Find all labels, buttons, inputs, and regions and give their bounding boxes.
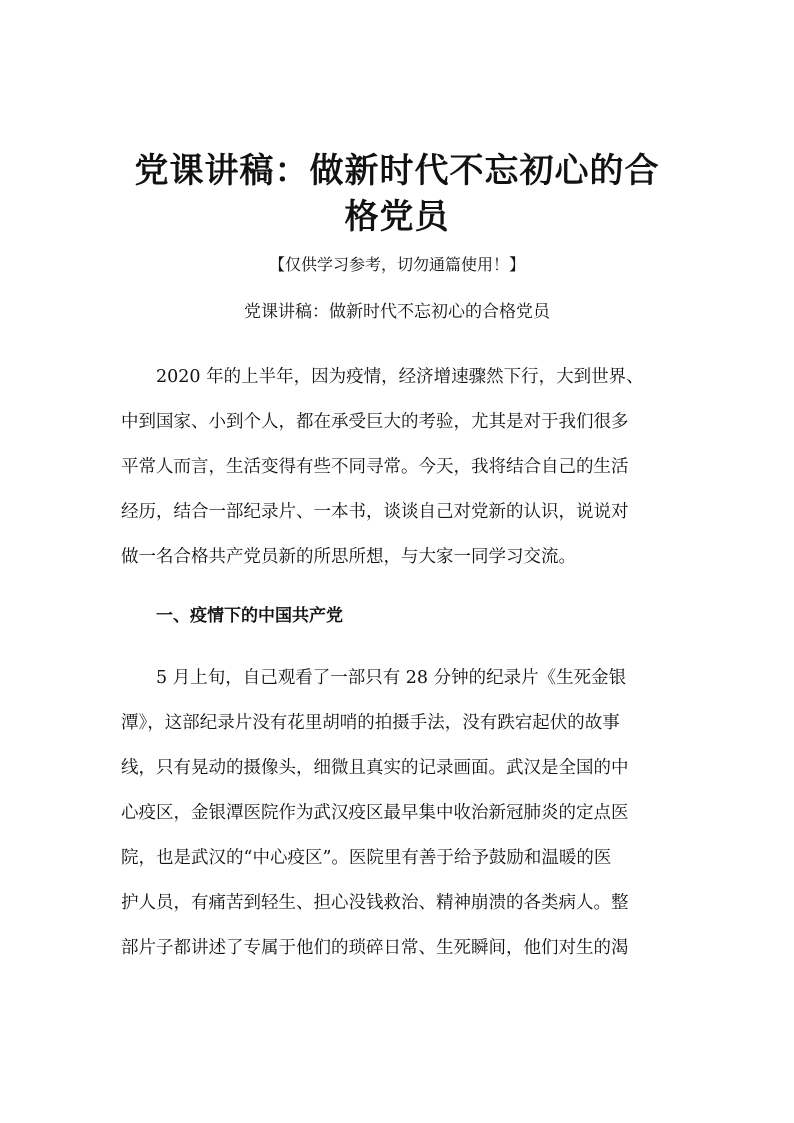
document-title-line-2: 格党员	[344, 197, 450, 237]
paragraph-2-line-3: 线，只有晃动的摄像头，细微且真实的记录画面。武汉是全国的中	[121, 758, 629, 778]
paragraph-1-line-2: 中到国家、小到个人，都在承受巨大的考验，尤其是对于我们很多	[121, 412, 629, 432]
paragraph-2-line-1: 5 月上旬，自己观看了一部只有 28 分钟的纪录片《生死金银	[156, 668, 627, 688]
paragraph-2-line-4: 心疫区，金银潭医院作为武汉疫区最早集中收治新冠肺炎的定点医	[121, 803, 629, 823]
document-subtitle: 党课讲稿：做新时代不忘初心的合格党员	[244, 302, 550, 322]
paragraph-2-line-2: 潭》，这部纪录片没有花里胡哨的拍摄手法，没有跌宕起伏的故事	[121, 713, 620, 733]
paragraph-2-line-7: 部片子都讲述了专属于他们的琐碎日常、生死瞬间，他们对生的渴	[121, 938, 629, 958]
usage-notice: 【仅供学习参考，切勿通篇使用！】	[268, 255, 525, 274]
paragraph-1-line-4: 经历，结合一部纪录片、一本书，谈谈自己对党新的认识，说说对	[121, 502, 629, 522]
section-heading: 一、疫情下的中国共产党	[156, 606, 343, 626]
paragraph-1-line-5: 做一名合格共产党员新的所思所想，与大家一同学习交流。	[121, 547, 576, 567]
paragraph-2-line-5: 院，也是武汉的“中心疫区”。医院里有善于给予鼓励和温暖的医	[121, 848, 612, 868]
paragraph-1-line-3: 平常人而言，生活变得有些不同寻常。今天，我将结合自己的生活	[121, 457, 629, 477]
paragraph-2-line-6: 护人员，有痛苦到轻生、担心没钱救治、精神崩溃的各类病人。整	[121, 893, 629, 913]
document-title-line-1: 党课讲稿：做新时代不忘初心的合	[134, 151, 660, 191]
paragraph-1-line-1: 2020 年的上半年，因为疫情，经济增速骤然下行，大到世界、	[156, 367, 644, 387]
